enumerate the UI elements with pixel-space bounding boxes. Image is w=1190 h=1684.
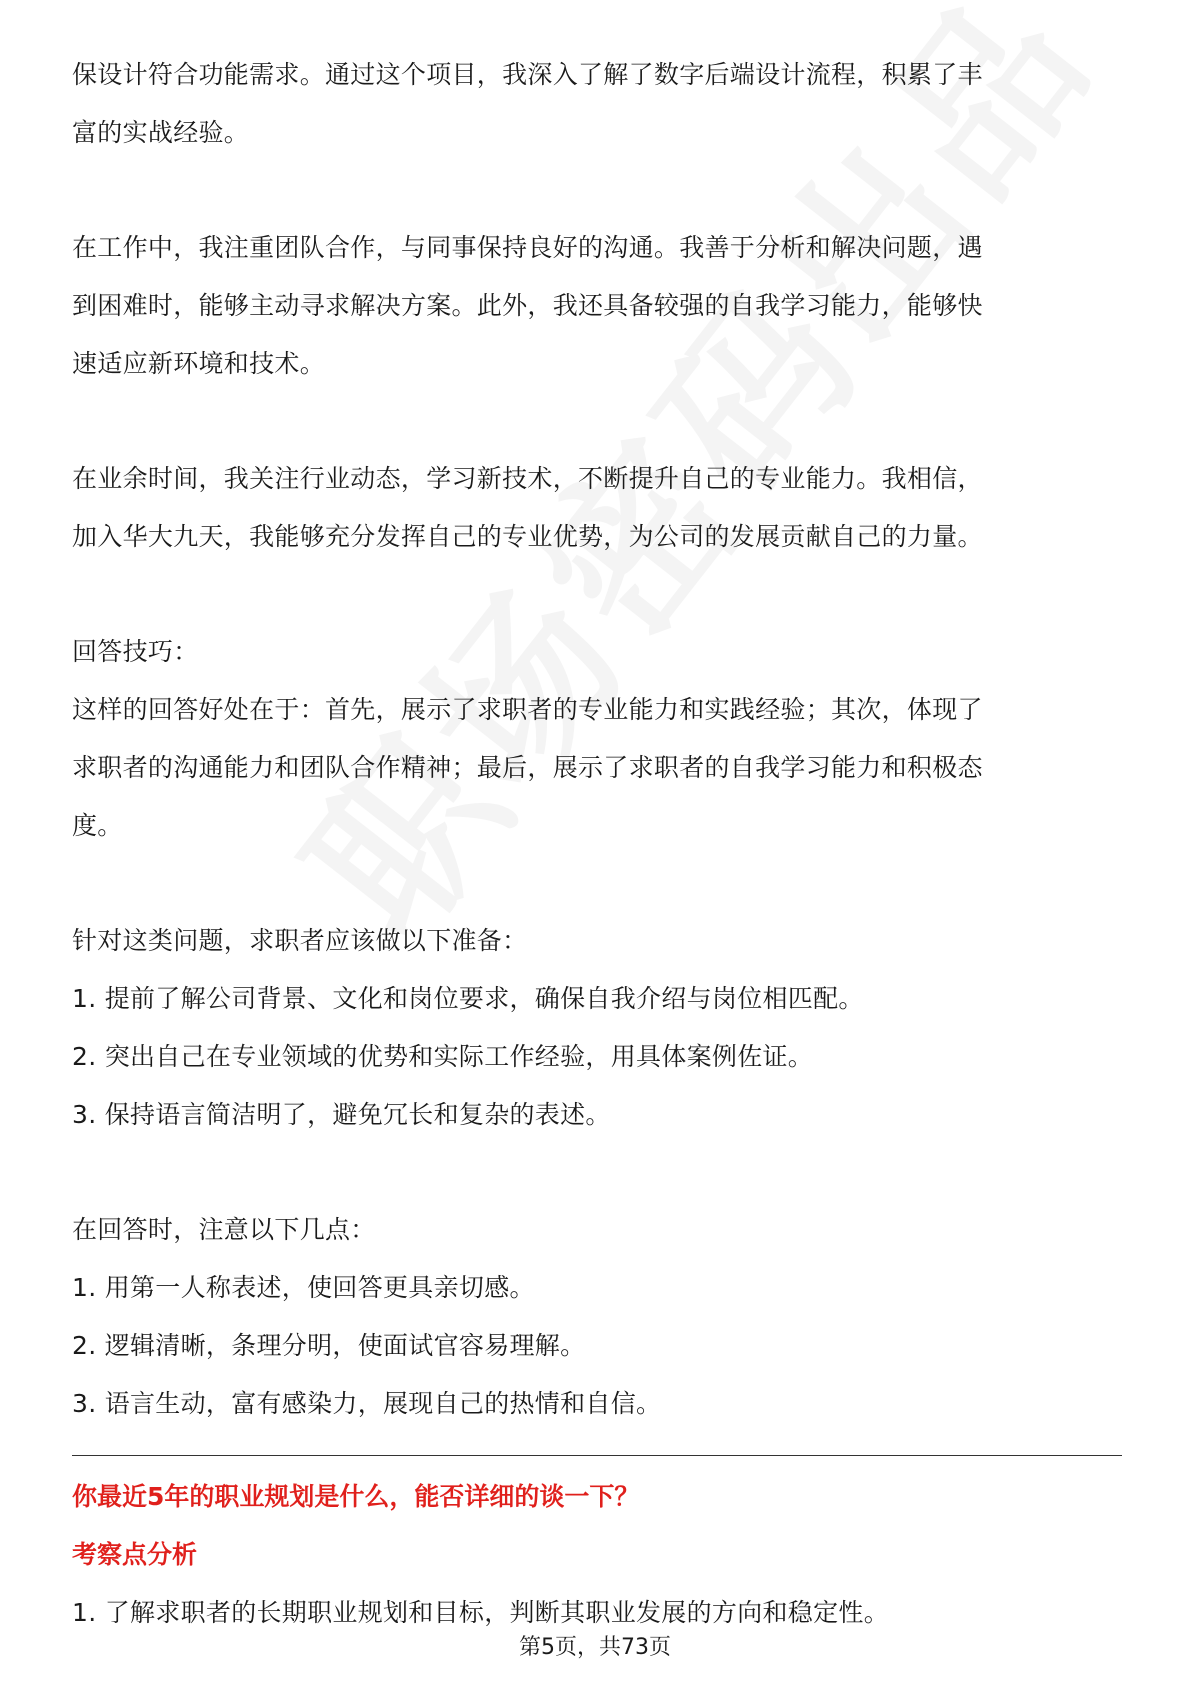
- paragraph-line: 在业余时间，我关注行业动态，学习新技术，不断提升自己的专业能力。我相信，: [72, 464, 983, 493]
- prep-list-item: 3. 保持语言简洁明了，避免冗长和复杂的表述。: [72, 1100, 611, 1129]
- notes-heading: 在回答时，注意以下几点：: [72, 1215, 376, 1244]
- paragraph-line: 保设计符合功能需求。通过这个项目，我深入了解了数字后端设计流程，积累了丰: [72, 60, 983, 89]
- spacer: [72, 162, 1122, 219]
- prep-list-item: 1. 提前了解公司背景、文化和岗位要求，确保自我介绍与岗位相匹配。: [72, 984, 864, 1013]
- paragraph-line: 速适应新环境和技术。: [72, 349, 326, 378]
- prep-list-item: 2. 突出自己在专业领域的优势和实际工作经验，用具体案例佐证。: [72, 1042, 814, 1071]
- spacer: [72, 393, 1122, 450]
- question-title: 你最近5年的职业规划是什么，能否详细的谈一下？: [72, 1482, 640, 1511]
- analysis-heading: 考察点分析: [72, 1540, 198, 1569]
- prep-heading: 针对这类问题，求职者应该做以下准备：: [72, 926, 528, 955]
- analysis-list-item: 1. 了解求职者的长期职业规划和目标，判断其职业发展的方向和稳定性。: [72, 1598, 890, 1627]
- section-divider: [72, 1455, 1122, 1456]
- page-number: 第5页，共73页: [519, 1635, 671, 1660]
- tips-line: 求职者的沟通能力和团队合作精神；最后，展示了求职者的自我学习能力和积极态: [72, 753, 983, 782]
- tips-line: 这样的回答好处在于：首先，展示了求职者的专业能力和实践经验；其次，体现了: [72, 695, 983, 724]
- tips-heading: 回答技巧：: [72, 637, 199, 666]
- spacer: [72, 566, 1122, 623]
- notes-list-item: 2. 逻辑清晰，条理分明，使面试官容易理解。: [72, 1331, 586, 1360]
- page-content: [72, 46, 1122, 1642]
- tips-line: 度。: [72, 811, 123, 840]
- paragraph-line: 到困难时，能够主动寻求解决方案。此外，我还具备较强的自我学习能力，能够快: [72, 291, 983, 320]
- paragraph-line: 富的实战经验。: [72, 118, 250, 147]
- notes-list-item: 3. 语言生动，富有感染力，展现自己的热情和自信。: [72, 1389, 662, 1418]
- paragraph-line: 在工作中，我注重团队合作，与同事保持良好的沟通。我善于分析和解决问题，遇: [72, 233, 983, 262]
- notes-list-item: 1. 用第一人称表述，使回答更具亲切感。: [72, 1273, 535, 1302]
- spacer: [72, 1144, 1122, 1201]
- paragraph-line: 加入华大九天，我能够充分发挥自己的专业优势，为公司的发展贡献自己的力量。: [72, 522, 983, 551]
- spacer: [72, 855, 1122, 912]
